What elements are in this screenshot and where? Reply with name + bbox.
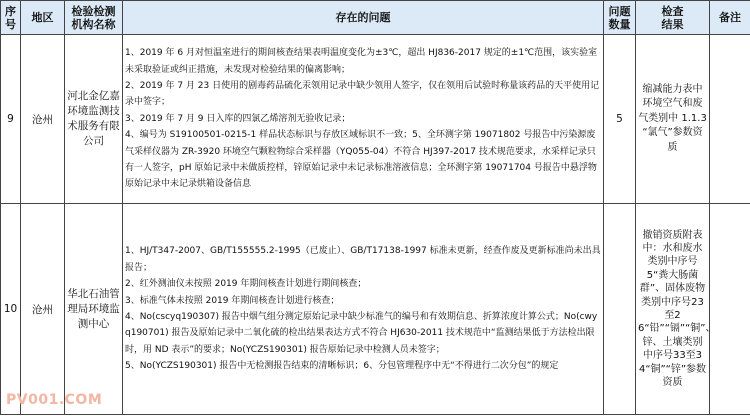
problem-line: 4、No(cscyq190307) 报告中烟气组分测定原始记录中缺少标准气的编号和有效期信息、折算浓度计算公式；No(cwyq190701) 报告及原始记录中二氧化硫的检出结果表达方式不符合 HJ630-2011 技术规范中“监测结果低于方法检出限时，用 ND 表示”的要求；No(YCZS190301) 报告原始记录中检测人员未签字； bbox=[125, 312, 598, 355]
table-row bbox=[1, 204, 750, 415]
row-region: 沧州 bbox=[21, 35, 65, 204]
header-remark: 备注 bbox=[710, 1, 750, 35]
row-number: 9 bbox=[1, 35, 21, 204]
header-region: 地区 bbox=[21, 1, 65, 35]
header-problems: 存在的问题 bbox=[123, 1, 604, 35]
row-count bbox=[604, 204, 636, 415]
row-number: 10 bbox=[1, 204, 21, 415]
header-org: 检验检测 机构名称 bbox=[65, 1, 123, 35]
row-org: 河北金亿嘉环境监测技术服务有限公司 bbox=[65, 35, 123, 204]
table-row bbox=[1, 35, 750, 204]
row-result: 撤销资质附表中：水和废水类别中序号5“粪大肠菌群”、固体废物类别中序号23至26“铅”“镉”“铜”、锌、土壤类别中序号33至34“铜”“锌”参数资质 bbox=[636, 204, 710, 415]
problem-line: 3、标准气体未按照 2019 年期间核查计划进行核查； bbox=[125, 295, 340, 306]
row-org: 华北石油管理局环境监测中心 bbox=[65, 204, 123, 415]
header-result: 检查 结果 bbox=[636, 1, 710, 35]
row-region: 沧州 bbox=[21, 204, 65, 415]
problem-line: 2、2019 年 7 月 23 日使用的剧毒药品硫化汞领用记录中缺少领用人签字，仅在领用后试验时称量该药品的天平使用记录中签字； bbox=[125, 80, 600, 108]
problem-line: 4、编号为 S19100501-0215-1 样品状态标识与存放区域标识不一致；5、全环测字第 19071802 号报告中污染源废气采样仪器为 ZR-3920 环境空气颗粒物综合采样器（YQ055-04）不符合 HJ397-2017 技术规范要求，水采样记录只有一人签字，pH 原始记录中未做质控样，锌原始记录中未记录标准溶液信息；全环测字第 19071704 号报告中悬浮物原始记录中未记录烘箱设备信息 bbox=[125, 130, 597, 190]
row-remark bbox=[710, 204, 750, 415]
watermark: PV001.COM bbox=[6, 392, 103, 408]
problem-line: 3、2019 年 7 月 9 日入库的四氯乙烯溶剂无验收记录； bbox=[125, 113, 351, 124]
row-problems bbox=[123, 204, 604, 415]
row-problems bbox=[123, 35, 604, 204]
row-remark bbox=[710, 35, 750, 204]
problem-line: 1、2019 年 6 月对恒温室进行的期间核查结果表明温度变化为±3℃，超出 HJ836-2017 规定的±1℃范围，该实验室未采取验证或纠正措施，未发现对检验结果的偏离影响； bbox=[125, 48, 598, 75]
problem-line: 2、红外测油仪未按照 2019 年期间核查计划进行期间核查； bbox=[125, 279, 367, 290]
header-no: 序 号 bbox=[1, 1, 21, 35]
row-count: 5 bbox=[604, 35, 636, 204]
header-count: 问题 数量 bbox=[604, 1, 636, 35]
table-header-row bbox=[1, 1, 750, 35]
problem-line: 5、No(YCZS190301) 报告中无检测报告结束的清晰标识；6、分包管理程序中无“不得进行二次分包”的规定 bbox=[125, 361, 559, 372]
row-result: 缩减能力表中环境空气和废气类别中 1.1.3 “氯气”参数资质 bbox=[636, 35, 710, 204]
problem-line: 1、HJ/T347-2007、GB/T155555.2-1995（已废止）、GB/T17138-1997 标准未更新，经查作废及更新标准尚未出具报告； bbox=[125, 246, 601, 273]
